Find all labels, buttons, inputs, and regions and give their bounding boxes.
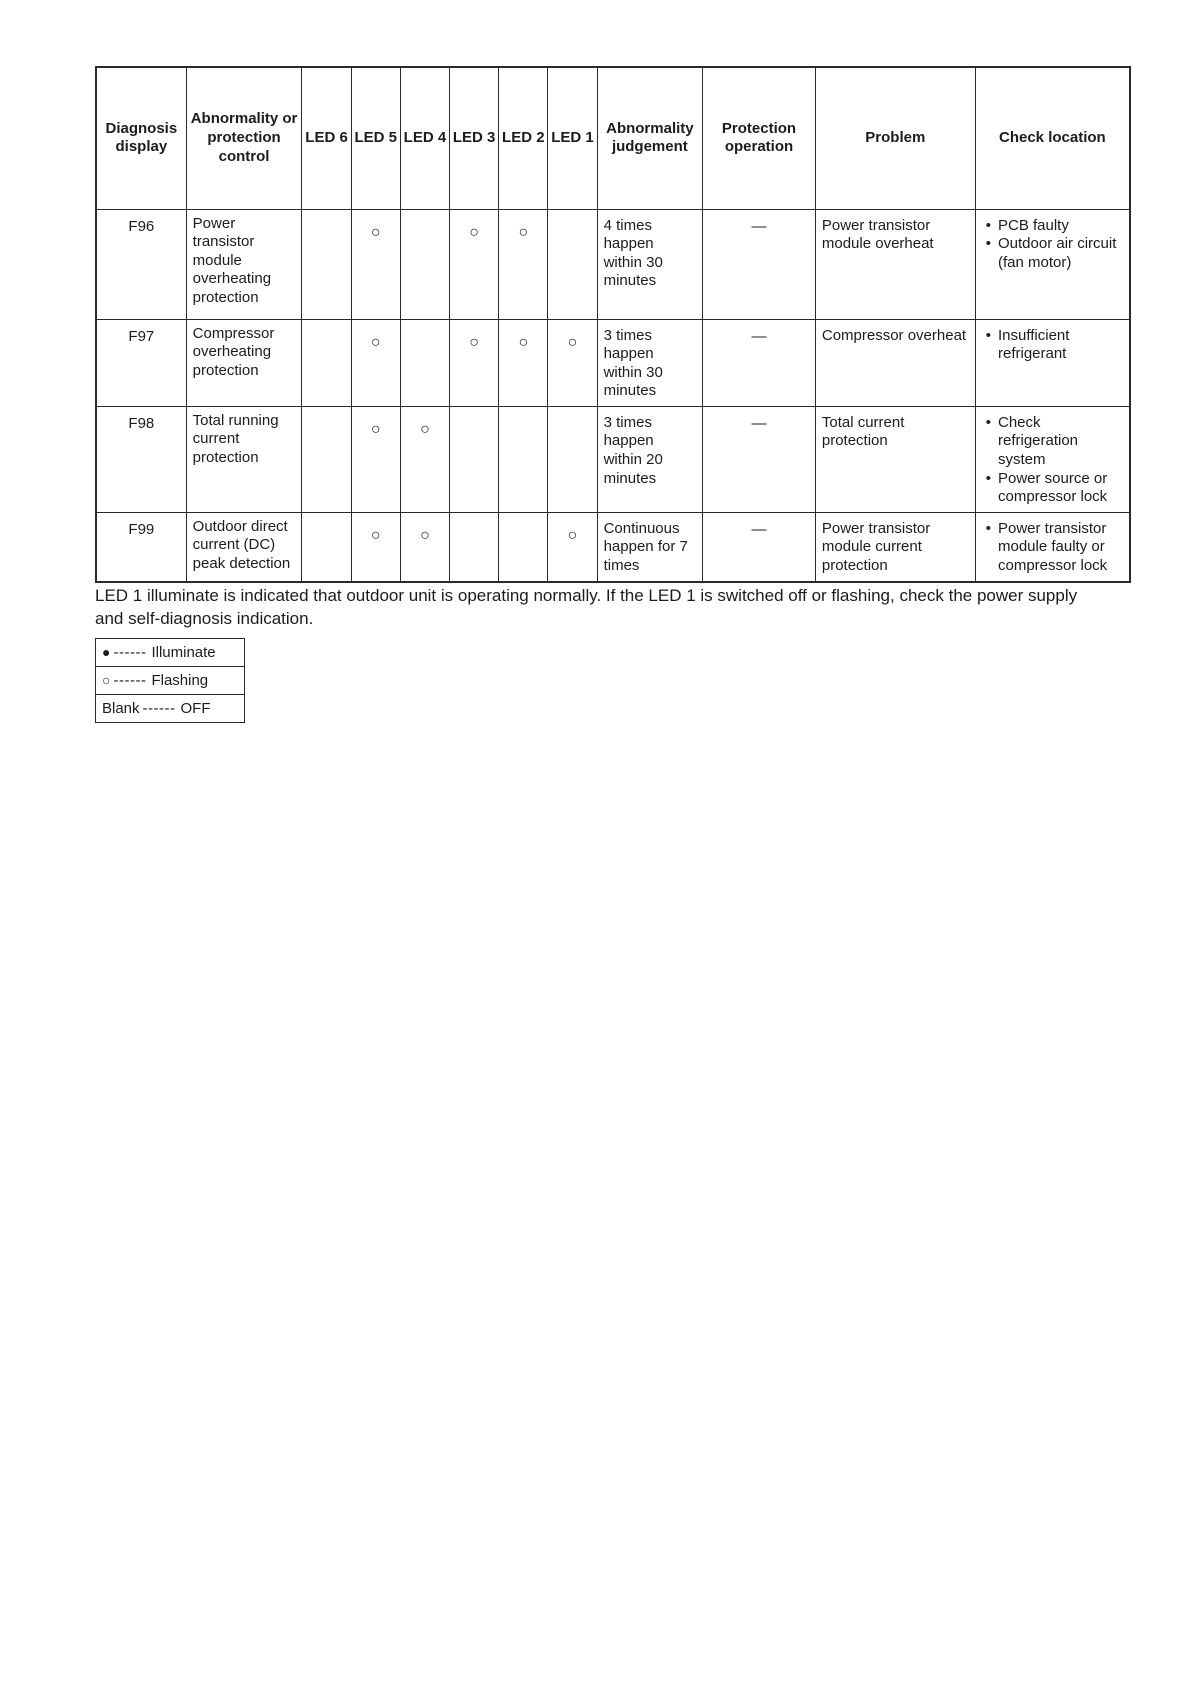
led3-indicator: ○	[450, 209, 499, 319]
led6-indicator	[302, 406, 351, 512]
led4-indicator	[400, 209, 449, 319]
led1-indicator	[548, 406, 597, 512]
led2-indicator	[499, 406, 548, 512]
led3-indicator	[450, 406, 499, 512]
check-location-item: • Check refrigeration system	[984, 414, 1123, 470]
diagnosis-code: F98	[96, 406, 186, 512]
legend-label: Flashing	[151, 672, 209, 689]
col-header-led1: LED 1	[548, 67, 597, 209]
legend-dashes: ------	[113, 672, 147, 689]
problem-cell: Compressor overheat	[815, 319, 975, 406]
led4-indicator: ○	[400, 406, 449, 512]
col-header-protection-operation: Protection operation	[703, 67, 816, 209]
led1-indicator: ○	[548, 319, 597, 406]
check-location-item: • Power source or compressor lock	[984, 470, 1123, 507]
blank-keyword: Blank	[102, 700, 140, 717]
protection-operation-cell: —	[703, 209, 816, 319]
led2-indicator: ○	[499, 209, 548, 319]
problem-cell: Power transistor module overheat	[815, 209, 975, 319]
led5-indicator: ○	[351, 406, 400, 512]
check-location-cell	[975, 406, 1130, 512]
legend-dashes: ------	[113, 644, 147, 661]
table-row-f96	[96, 209, 1130, 319]
col-header-problem: Problem	[815, 67, 975, 209]
table-row-f99	[96, 512, 1130, 581]
problem-cell: Total current protection	[815, 406, 975, 512]
illuminate-dot-icon: ●	[102, 644, 111, 660]
table-row-f98	[96, 406, 1130, 512]
led5-indicator: ○	[351, 512, 400, 581]
col-header-led2: LED 2	[499, 67, 548, 209]
led2-indicator: ○	[499, 319, 548, 406]
col-header-check-location: Check location	[975, 67, 1130, 209]
abnormality-judgement-cell: 4 times happen within 30 minutes	[597, 209, 703, 319]
abnormality-control-cell: Power transistor module overheating protection	[186, 209, 302, 319]
col-header-led4: LED 4	[400, 67, 449, 209]
legend-row-off	[96, 695, 245, 723]
legend-row-flashing	[96, 667, 245, 695]
legend-label: Illuminate	[151, 644, 216, 661]
abnormality-control-cell: Compressor overheating protection	[186, 319, 302, 406]
check-location-item: • PCB faulty	[984, 217, 1123, 236]
legend-dashes: ------	[142, 700, 176, 717]
diagnosis-code: F99	[96, 512, 186, 581]
led1-note: LED 1 illuminate is indicated that outdoor unit is operating normally. If the LED 1 is switched off or flashing, check the power supply and self-diagnosis indication.	[95, 586, 1078, 628]
led6-indicator	[302, 319, 351, 406]
legend-label: OFF	[180, 700, 211, 717]
led5-indicator: ○	[351, 319, 400, 406]
led3-indicator	[450, 512, 499, 581]
legend-row-illuminate	[96, 639, 245, 667]
flashing-circle-icon: ○	[102, 672, 111, 688]
led3-indicator: ○	[450, 319, 499, 406]
protection-operation-cell: —	[703, 319, 816, 406]
led6-indicator	[302, 512, 351, 581]
protection-operation-cell: —	[703, 512, 816, 581]
led4-indicator	[400, 319, 449, 406]
abnormality-judgement-cell: 3 times happen within 20 minutes	[597, 406, 703, 512]
abnormality-control-cell: Outdoor direct current (DC) peak detection	[186, 512, 302, 581]
col-header-abnormality-control: Abnormality or protection control	[186, 67, 302, 209]
header-row	[96, 67, 1130, 209]
col-header-abnormality-judgement: Abnormality judgement	[597, 67, 703, 209]
table-row-f97	[96, 319, 1130, 406]
abnormality-control-cell: Total running current protection	[186, 406, 302, 512]
check-location-cell	[975, 319, 1130, 406]
check-location-cell	[975, 512, 1130, 581]
problem-cell: Power transistor module current protection	[815, 512, 975, 581]
diagnosis-code: F97	[96, 319, 186, 406]
led6-indicator	[302, 209, 351, 319]
diagnosis-table	[95, 66, 1131, 583]
diagnosis-code: F96	[96, 209, 186, 319]
abnormality-judgement-cell: 3 times happen within 30 minutes	[597, 319, 703, 406]
led4-indicator: ○	[400, 512, 449, 581]
check-location-item: • Outdoor air circuit (fan motor)	[984, 235, 1123, 272]
check-location-item: • Insufficient refrigerant	[984, 327, 1123, 364]
protection-operation-cell: —	[703, 406, 816, 512]
check-location-item: • Power transistor module faulty or compressor lock	[984, 520, 1123, 576]
col-header-led3: LED 3	[450, 67, 499, 209]
led1-indicator	[548, 209, 597, 319]
abnormality-judgement-cell: Continuous happen for 7 times	[597, 512, 703, 581]
col-header-led5: LED 5	[351, 67, 400, 209]
col-header-diagnosis-display: Diagnosis display	[96, 67, 186, 209]
check-location-cell	[975, 209, 1130, 319]
led-legend	[95, 638, 245, 723]
led2-indicator	[499, 512, 548, 581]
led1-indicator: ○	[548, 512, 597, 581]
led5-indicator: ○	[351, 209, 400, 319]
col-header-led6: LED 6	[302, 67, 351, 209]
